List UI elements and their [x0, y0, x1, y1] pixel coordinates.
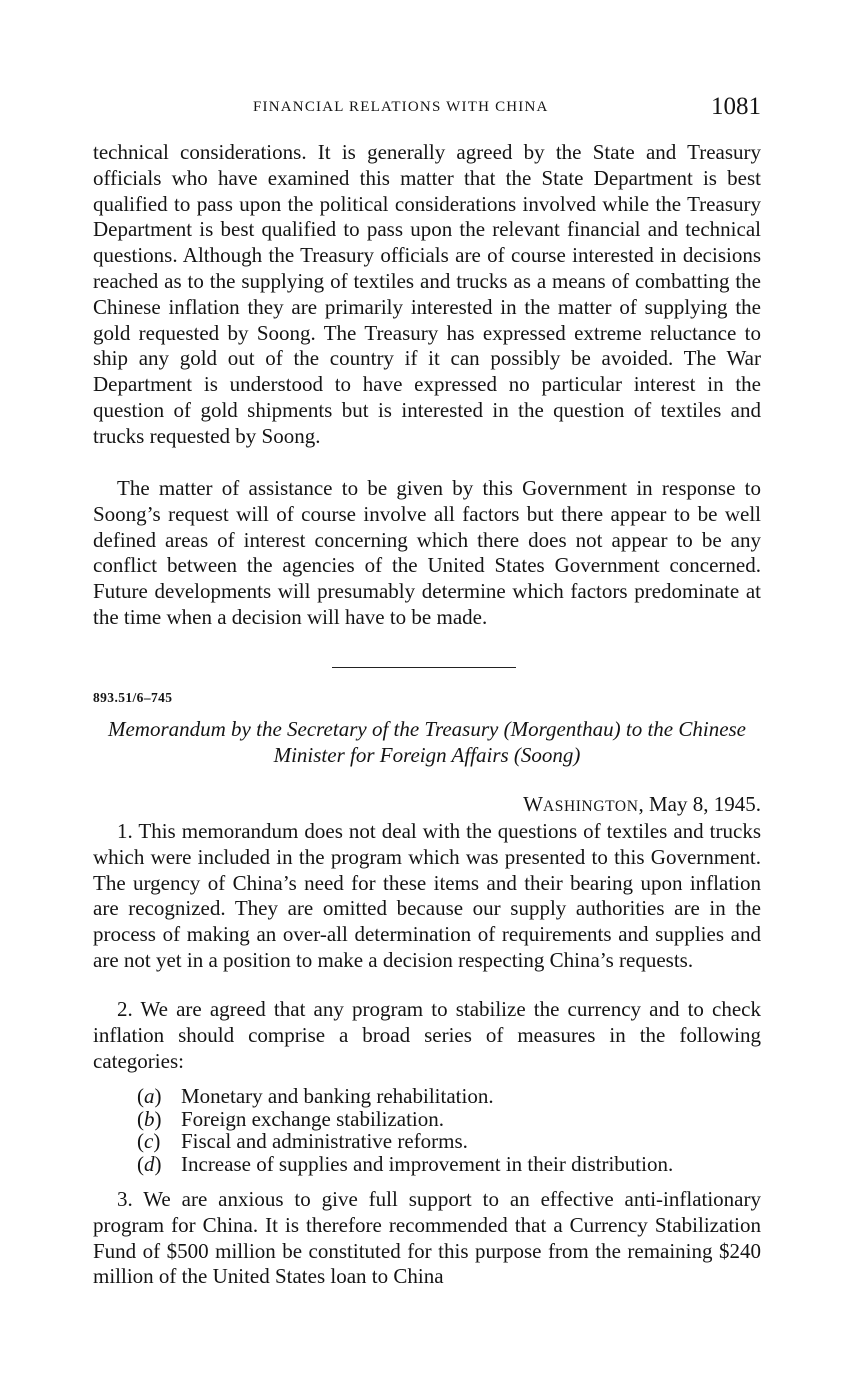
list-label: (d)	[137, 1151, 162, 1176]
file-number: 893.51/6–745	[93, 690, 173, 705]
list-letter: a	[144, 1084, 155, 1108]
dateline	[523, 792, 761, 817]
list-text: Foreign exchange stabilization.	[181, 1106, 445, 1131]
paragraph-2: The matter of assistance to be given by this Government in response to Soong’s request will of course involve all factors but there appear to be well defined areas of interest concerning which there does not appear to be any conflict between the agencies of the United States Government concerned. Future developments will presumably determine which factors predominate at the time when a decision will have to be made.	[93, 476, 761, 629]
dateline-date: , May 8, 1945.	[638, 792, 761, 816]
memorandum-title: Memorandum by the Secretary of the Treasury (Morgenthau) to the Chinese Minister for Foreign Affairs (Soong)	[107, 717, 747, 767]
list-label: (b)	[137, 1106, 162, 1131]
list-item	[137, 1130, 673, 1153]
dateline-place-initial: W	[523, 792, 543, 816]
dateline-place: ASHINGTON	[542, 798, 639, 815]
page-header	[93, 93, 761, 127]
memo-item-3: 3. We are anxious to give full support to an effective anti-inflationary program for China. It is therefore recommended that a Currency Stabilization Fund of $500 million be constituted for this purpose from the remaining $240 million of the United States loan to China	[93, 1187, 761, 1289]
running-head: FINANCIAL RELATIONS WITH CHINA	[253, 99, 549, 115]
list-item	[137, 1153, 673, 1176]
list-letter: b	[144, 1106, 155, 1131]
memo-item-1: 1. This memorandum does not deal with the questions of textiles and trucks which were included in the program which was presented to this Government. The urgency of China’s need for these items and their bearing upon inflation are recognized. They are omitted because our supply authorities are in the process of making an over-all determination of requirements and supplies and are not yet in a position to make a decision respecting China’s requests.	[93, 819, 761, 972]
list-label: (a)	[137, 1084, 162, 1108]
list-label: (c)	[137, 1129, 161, 1153]
list-text: Increase of supplies and improvement in their distribution.	[181, 1151, 674, 1176]
memo-item-2: 2. We are agreed that any program to stabilize the currency and to check inflation should comprise a broad series of measures in the following categories:	[93, 997, 761, 1073]
page-number: 1081	[711, 93, 761, 120]
paragraph-1: technical considerations. It is generally agreed by the State and Treasury officials who have examined this matter that the State Department is best qualified to pass upon the political considerations involved while the Treasury Department is best qualified to pass upon the relevant financial and technical questions. Although the Treasury officials are of course interested in decisions reached as to the supplying of textiles and trucks as a means of combatting the Chinese inflation they are primarily interested in the matter of supplying the gold requested by Soong. The Treasury has expressed extreme reluctance to ship any gold out of the country if it can possibly be avoided. The War Department is understood to have expressed no particular interest in the question of gold shipments but is interested in the question of textiles and trucks requested by Soong.	[93, 140, 761, 448]
list-item	[137, 1085, 673, 1108]
section-divider	[332, 667, 516, 668]
list-text: Monetary and banking rehabilitation.	[181, 1084, 494, 1108]
list-item	[137, 1108, 673, 1131]
category-list	[137, 1085, 673, 1175]
list-text: Fiscal and administrative reforms.	[181, 1129, 468, 1153]
list-letter: c	[144, 1129, 154, 1153]
list-letter: d	[144, 1151, 155, 1176]
